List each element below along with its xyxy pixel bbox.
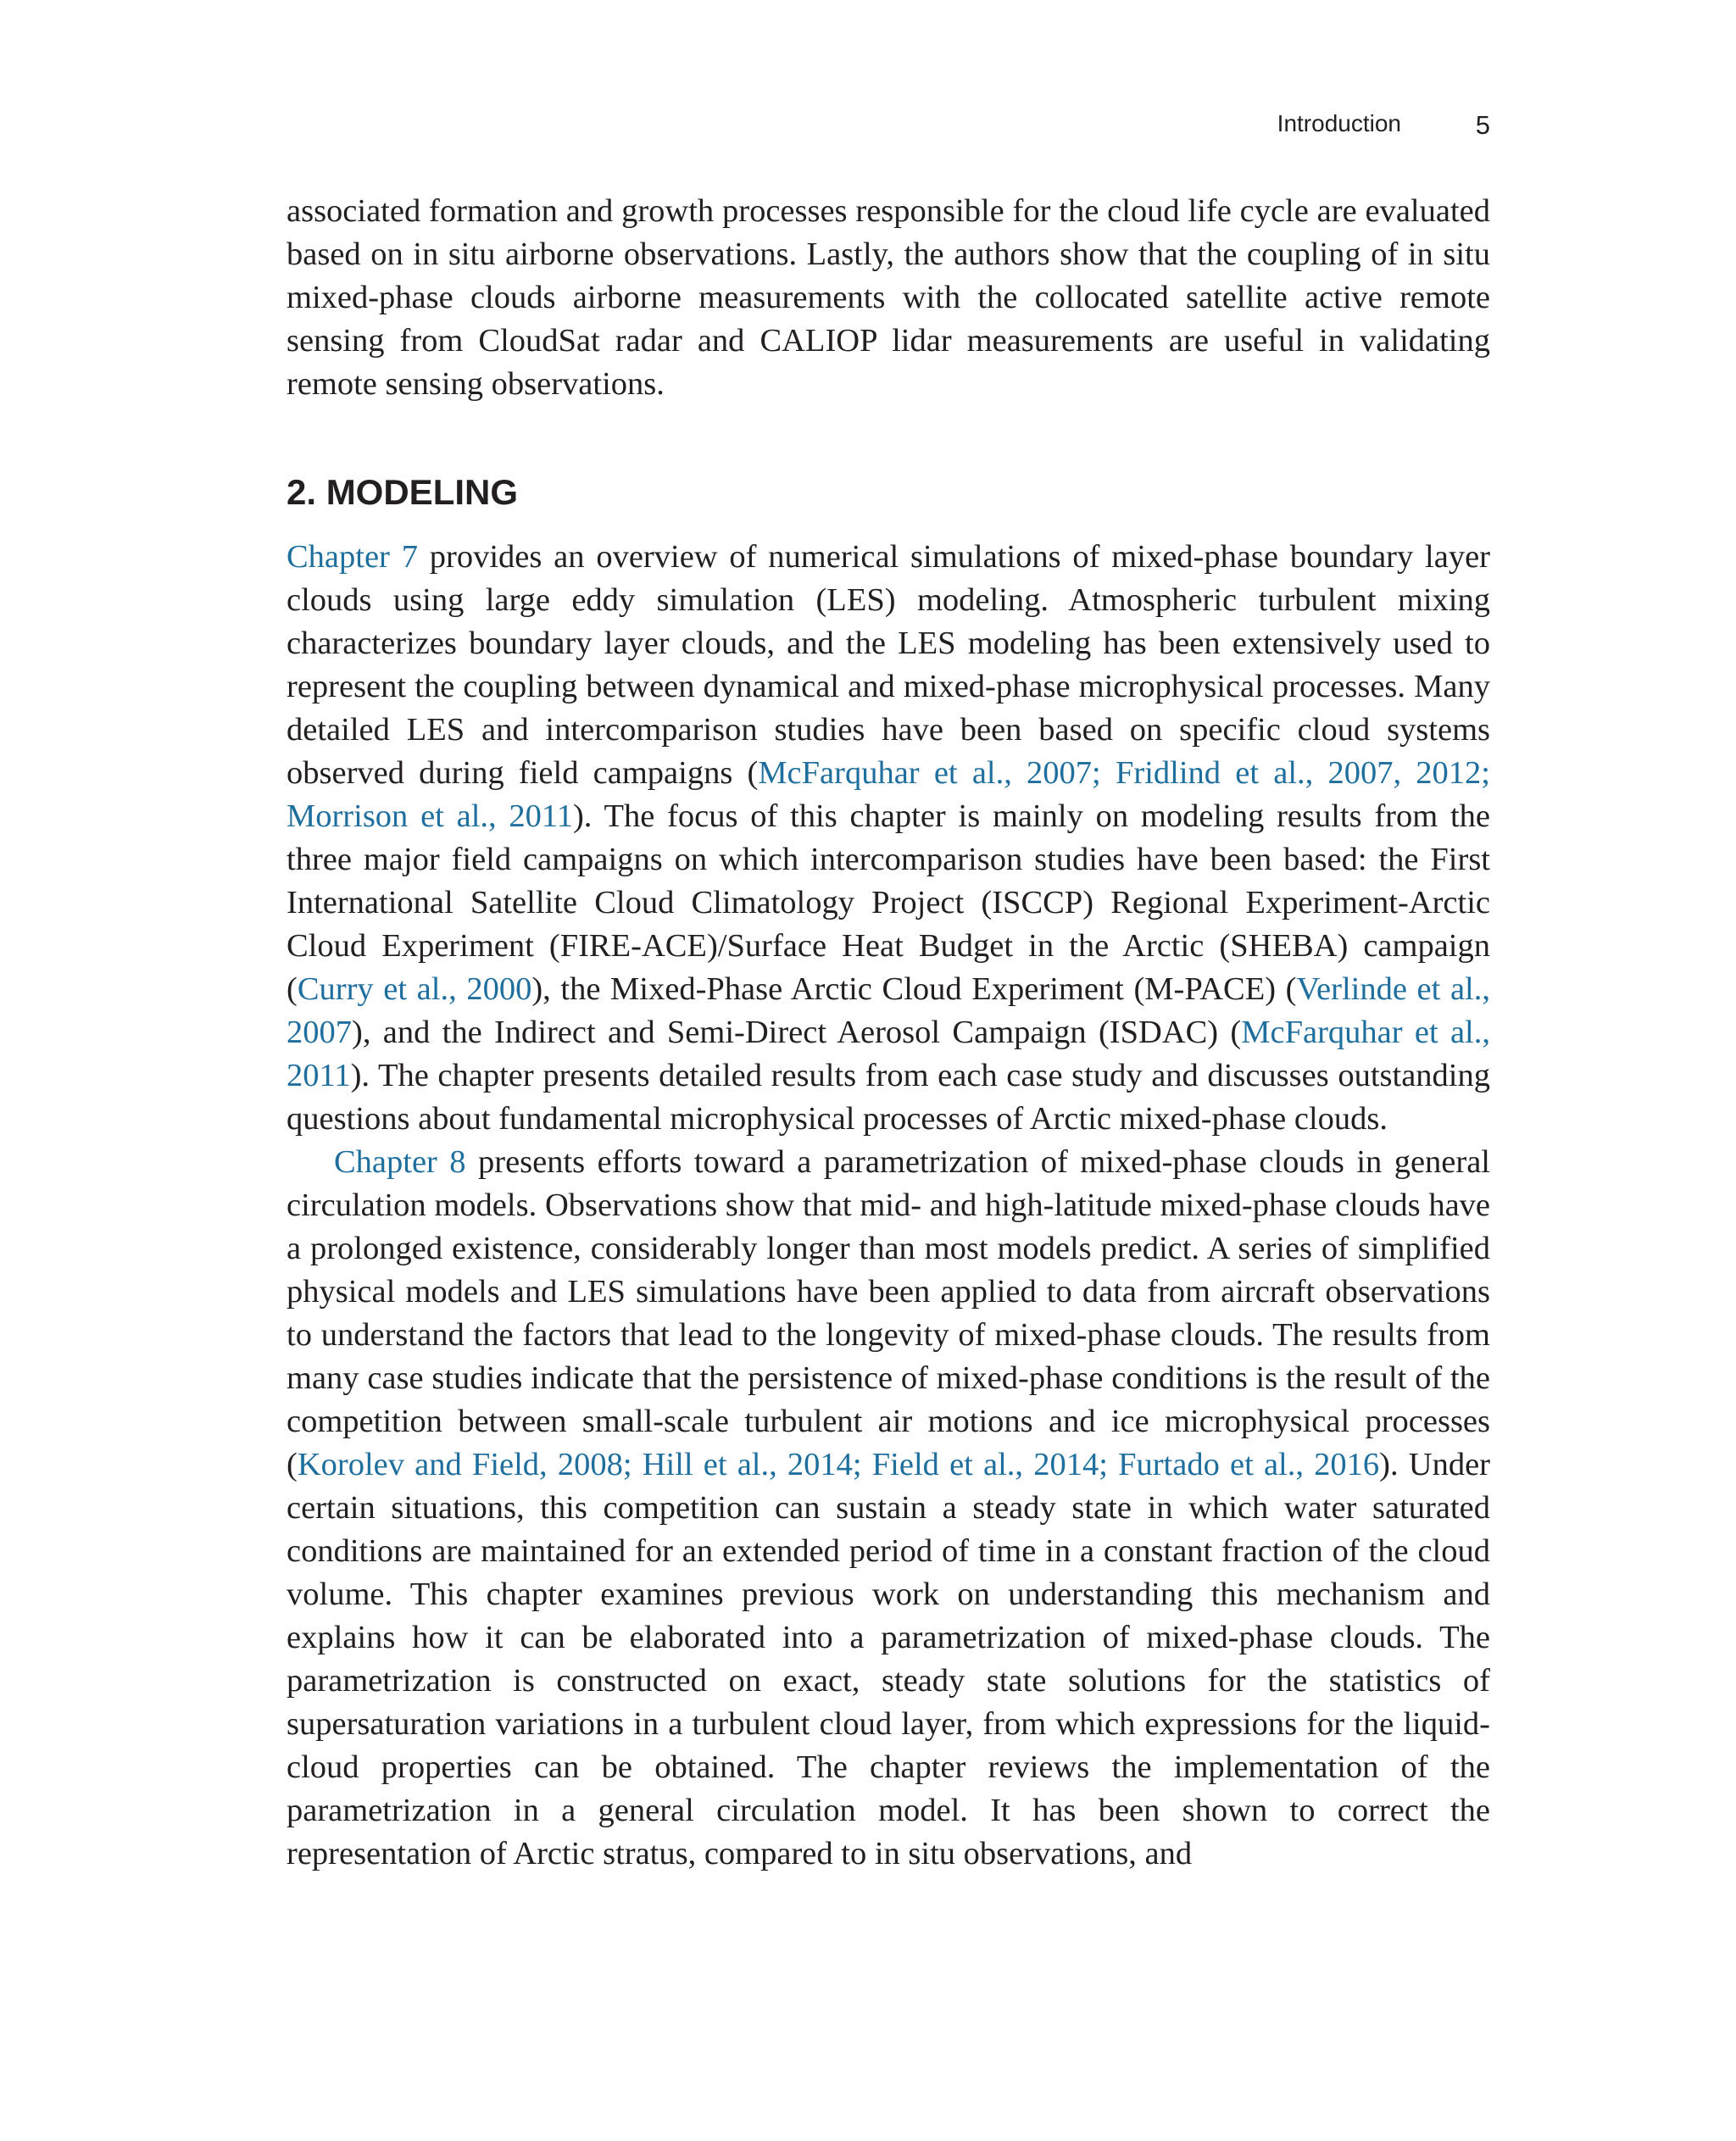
running-head-section: Introduction <box>1277 110 1401 136</box>
p1-text-1: provides an overview of numerical simulations of mixed-phase boundary layer clouds using large eddy simulation (LES) modeling. Atmospheric turbulent mixing characterizes boundary layer clouds, and the LES modeling has been extensively used to represent the coupling between dynamical and mixed-phase microphysical processes. Many detailed LES and intercomparison studies have been based on specific cloud systems observed during field campaigns ( <box>287 539 1491 791</box>
modeling-paragraph-2 <box>287 1141 1490 1876</box>
citation-link-verlinde-2007[interactable]: Verlinde et al., 2007 <box>287 971 1490 1050</box>
running-head <box>287 110 1490 144</box>
citation-link-korolev-2008[interactable]: Korolev and Field, 2008; Hill et al., 2014; Field et al., 2014; Furtado et al., 2016 <box>297 1447 1380 1482</box>
p1-text-3: ), the Mixed-Phase Arctic Cloud Experiment (M-PACE) ( <box>531 971 1297 1007</box>
chapter-7-link[interactable]: Chapter 7 <box>287 539 418 575</box>
p1-text-5: ). The chapter presents detailed results from each case study and discusses outstanding questions about fundamental microphysical processes of Arctic mixed-phase clouds. <box>287 1058 1490 1137</box>
intro-paragraph-block <box>287 190 1490 406</box>
p2-text-2: ). Under certain situations, this competition can sustain a steady state in which water saturated conditions are maintained for an extended period of time in a constant fraction of the cloud volume. This chapter examines previous work on understanding this mechanism and explains how it can be elaborated into a parametrization of mixed-phase clouds. The parametrization is constructed on exact, steady state solutions for the statistics of supersaturation variations in a turbulent cloud layer, from which expressions for the liquid-cloud properties can be obtained. The chapter reviews the implementation of the parametrization in a general circulation model. It has been shown to correct the representation of Arctic stratus, compared to in situ observations, and <box>287 1447 1490 1871</box>
modeling-section-body <box>287 536 1490 1876</box>
chapter-8-link[interactable]: Chapter 8 <box>334 1144 466 1180</box>
p2-text-1: presents efforts toward a parametrization of mixed-phase clouds in general circulation models. Observations show that mid- and high-latitude mixed-phase clouds have a prolonged existence, considerably longer than most models predict. A series of simplified physical models and LES simulations have been applied to data from aircraft observations to understand the factors that lead to the longevity of mixed-phase clouds. The results from many case studies indicate that the persistence of mixed-phase conditions is the result of the competition between small-scale turbulent air motions and ice microphysical processes ( <box>287 1144 1490 1482</box>
section-heading-modeling: 2. MODELING <box>287 472 519 512</box>
modeling-paragraph-1 <box>287 536 1490 1141</box>
citation-link-mcfarquhar-2007[interactable]: McFarquhar et al., 2007; Fridlind et al., 2007, 2012; Morrison et al., 2011 <box>287 755 1490 834</box>
page-number: 5 <box>1475 110 1490 140</box>
p1-text-4: ), and the Indirect and Semi-Direct Aerosol Campaign (ISDAC) ( <box>352 1015 1242 1050</box>
intro-paragraph: associated formation and growth processes responsible for the cloud life cycle are evaluated based on in situ airborne observations. Lastly, the authors show that the coupling of in situ mixed-phase clouds airborne measurements with the collocated satellite active remote sensing from CloudSat radar and CALIOP lidar measurements are useful in validating remote sensing observations. <box>287 193 1490 402</box>
citation-link-mcfarquhar-2011[interactable]: McFarquhar et al., 2011 <box>287 1015 1490 1093</box>
p1-text-2: ). The focus of this chapter is mainly on modeling results from the three major field campaigns on which intercomparison studies have been based: the First International Satellite Cloud Climatology Project (ISCCP) Regional Experiment-Arctic Cloud Experiment (FIRE-ACE)/Surface Heat Budget in the Arctic (SHEBA) campaign ( <box>287 798 1490 1007</box>
citation-link-curry-2000[interactable]: Curry et al., 2000 <box>297 971 532 1007</box>
